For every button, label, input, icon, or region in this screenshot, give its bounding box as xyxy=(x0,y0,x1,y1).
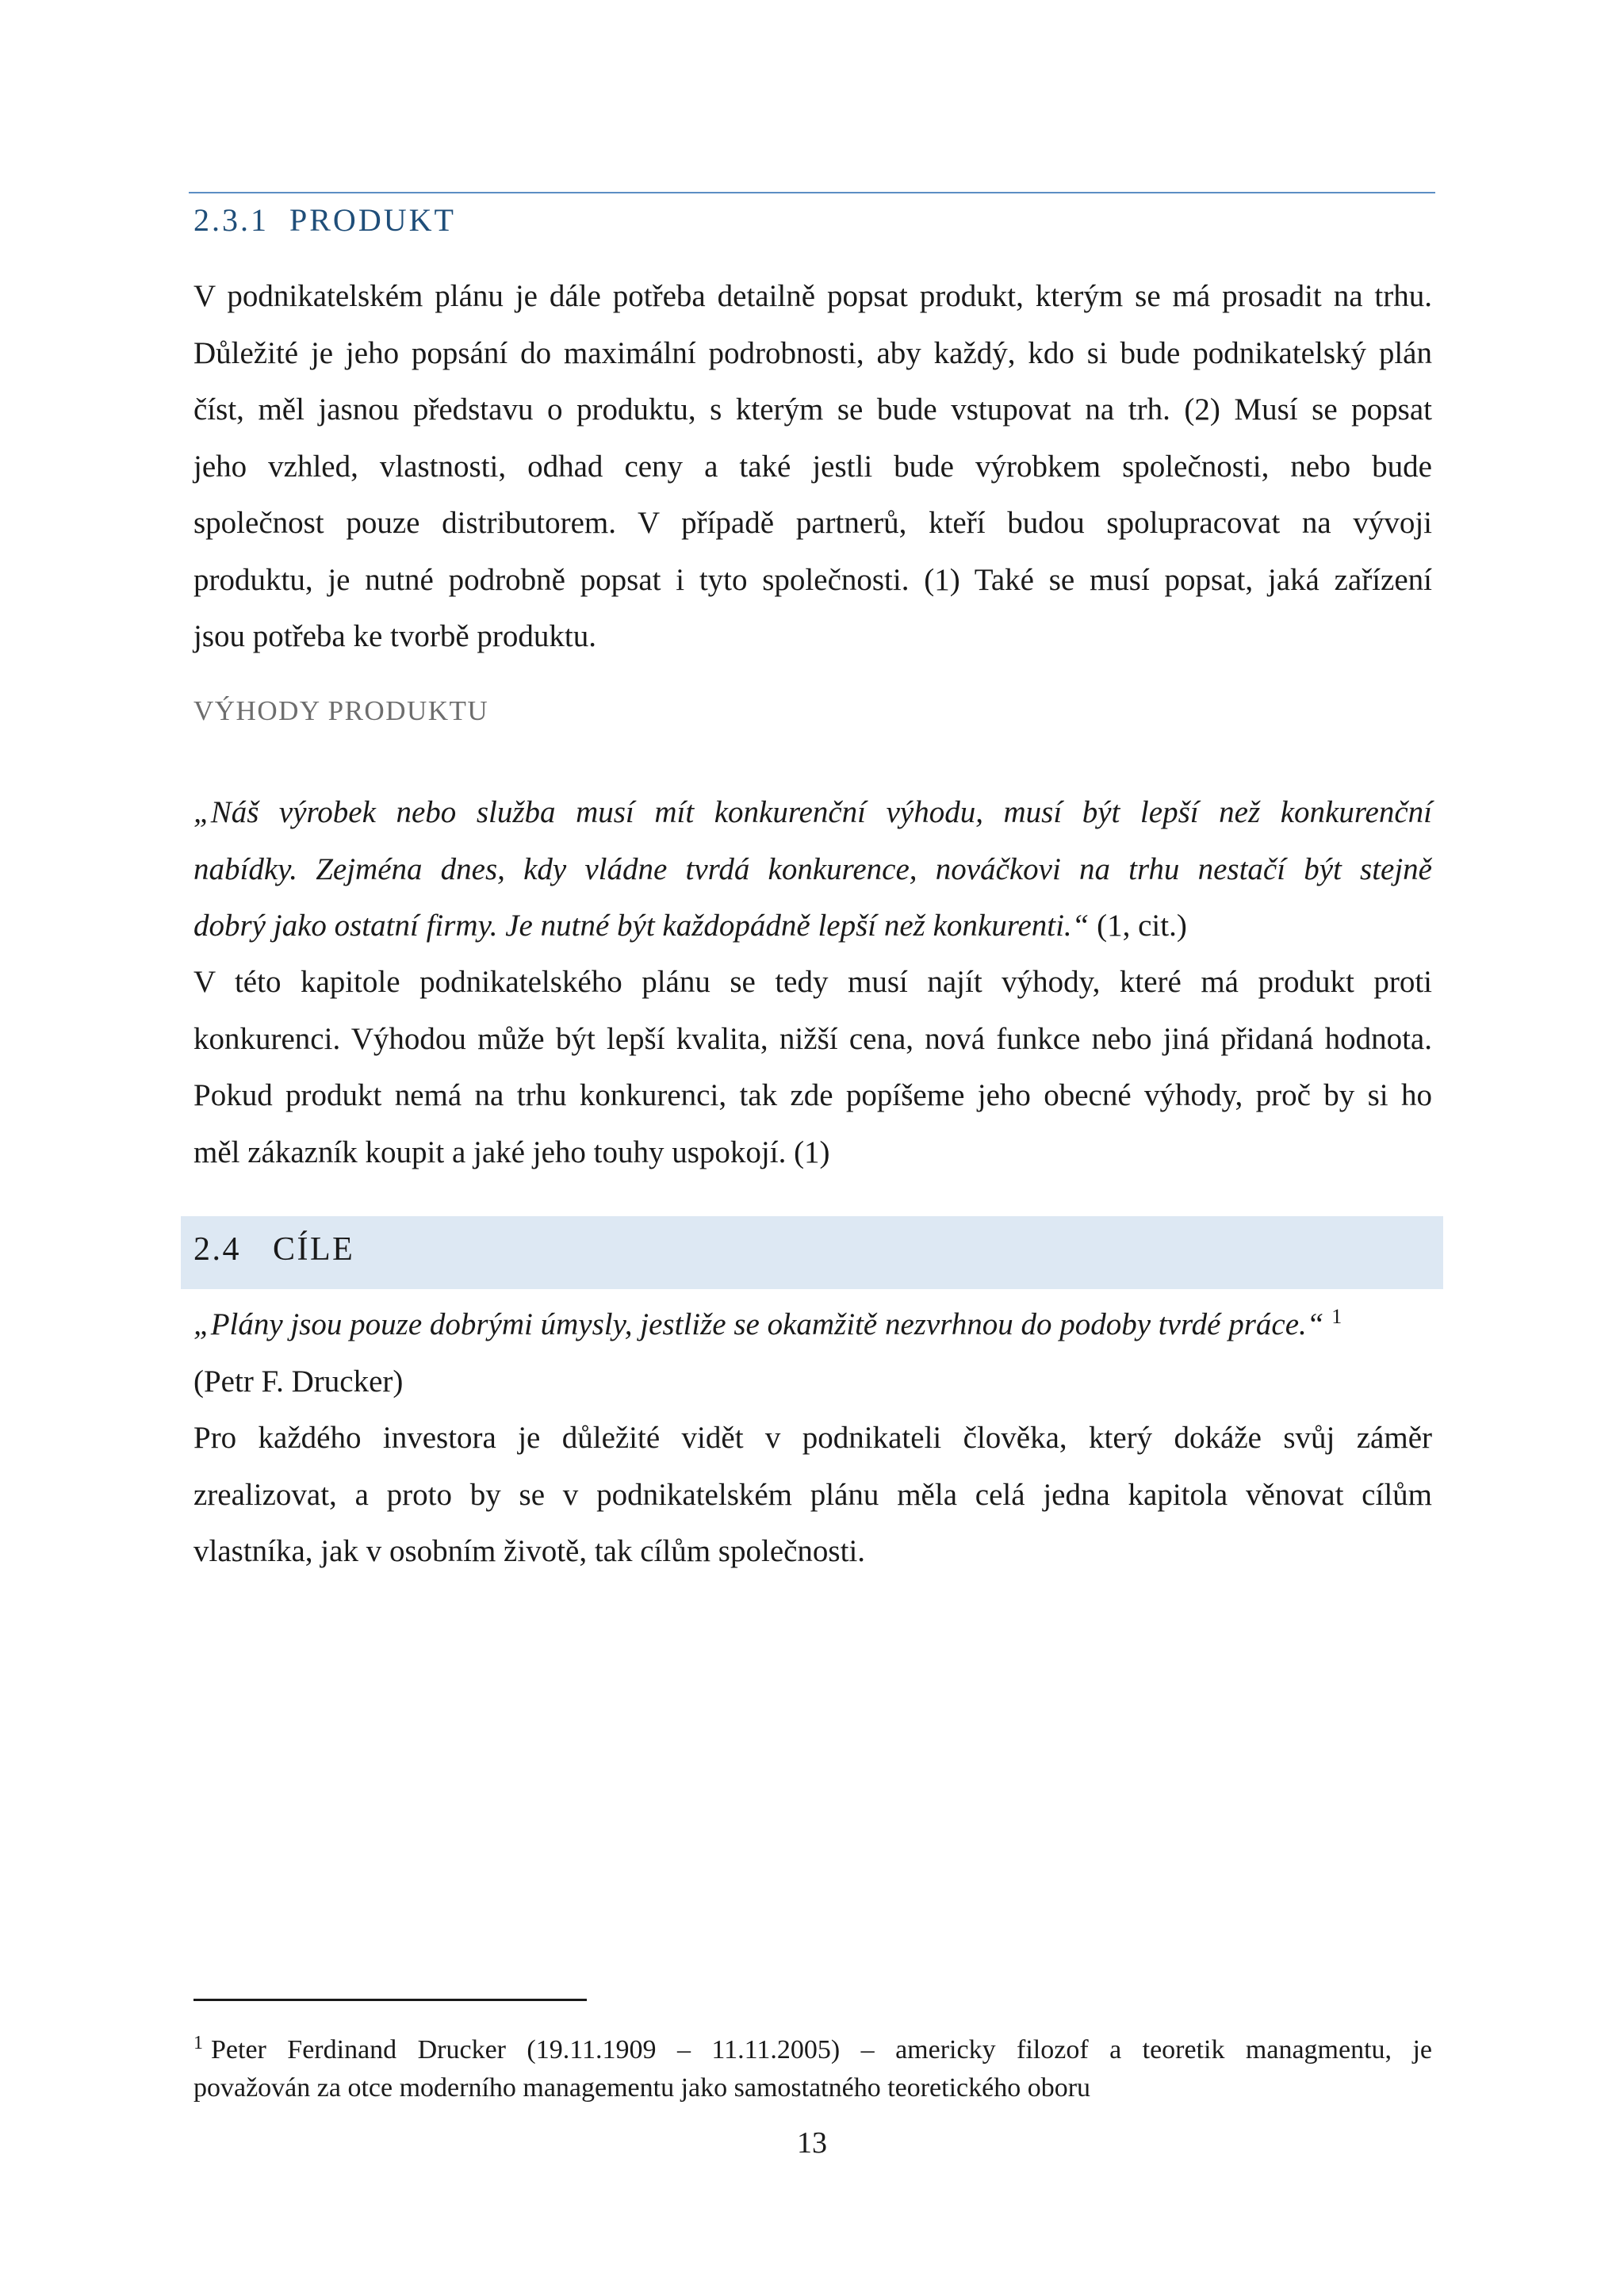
quote-line: „Náš výrobek nebo služba musí mít konkurenční výhodu, musí být lepší než konkurenční xyxy=(193,795,1432,829)
product-paragraph xyxy=(193,268,1432,665)
section-heading-2-4 xyxy=(193,1226,354,1273)
paragraph-line: Pokud produkt nemá na trhu konkurenci, tak zde popíšeme jeho obecné výhody, proč by si ho xyxy=(193,1078,1432,1112)
paragraph-line: produktu, je nutné podrobně popsat i tyto společnosti. (1) Také se musí popsat, jaká zařízení xyxy=(193,562,1432,597)
paragraph-line: jeho vzhled, vlastnosti, odhad ceny a také jestli bude výrobkem společnosti, nebo bude xyxy=(193,449,1432,484)
paragraph-line: V podnikatelském plánu je dále potřeba detailně popsat produkt, kterým se má prosadit na trhu. xyxy=(193,279,1432,313)
section-title: CÍLE xyxy=(273,1231,355,1268)
goals-paragraph xyxy=(193,1410,1432,1580)
paragraph-line: zrealizovat, a proto by se v podnikatelském plánu měla celá jedna kapitola věnovat cílům xyxy=(193,1477,1432,1512)
paragraph-line: V této kapitole podnikatelského plánu se tedy musí najít výhody, které má produkt proti xyxy=(193,965,1432,999)
section-heading-2-3-1 xyxy=(193,200,456,241)
footnote-separator xyxy=(193,1999,587,2001)
quote-text: dobrý jako ostatní firmy. Je nutné být každopádně lepší než konkurenti.“ xyxy=(193,909,1090,943)
quote-line: nabídky. Zejména dnes, kdy vládne tvrdá konkurence, nováčkovi na trhu nestačí být stejně xyxy=(193,851,1432,886)
paragraph-line: měl zákazník koupit a jaké jeho touhy uspokojí. (1) xyxy=(193,1135,830,1169)
section-top-rule xyxy=(189,192,1435,193)
footnote-line xyxy=(193,2031,1432,2069)
section-number: 2.3.1 xyxy=(193,202,269,238)
advantage-quote xyxy=(193,784,1432,955)
advantage-paragraph xyxy=(193,954,1432,1181)
quote-citation: (1, cit.) xyxy=(1089,909,1187,943)
motto-author: (Petr F. Drucker) xyxy=(193,1364,404,1399)
footnote xyxy=(193,2031,1432,2107)
section-title: PRODUKT xyxy=(289,202,456,238)
paragraph-line: Pro každého investora je důležité vidět v podnikateli člověka, který dokáže svůj záměr xyxy=(193,1421,1432,1455)
motto-line xyxy=(193,1296,1432,1353)
footnote-text: Peter Ferdinand Drucker (19.11.1909 – 11.11.2005) – americky filozof a teoretik managmentu, je xyxy=(211,2035,1432,2064)
motto-text: „Plány jsou pouze dobrými úmysly, jestliže se okamžitě nezvrhnou do podoby tvrdé práce.“ xyxy=(193,1307,1324,1341)
paragraph-line: Důležité je jeho popsání do maximální podrobnosti, aby každý, kdo si bude podnikatelský plán xyxy=(193,335,1432,370)
goals-motto xyxy=(193,1296,1432,1410)
paragraph-line: konkurenci. Výhodou může být lepší kvalita, nižší cena, nová funkce nebo jiná přidaná hodnota. xyxy=(193,1021,1432,1056)
footnote-line: považován za otce moderního managementu jako samostatného teoretického oboru xyxy=(193,2073,1091,2103)
page-number: 13 xyxy=(797,2126,827,2160)
paragraph-line: vlastníka, jak v osobním životě, tak cílům společnosti. xyxy=(193,1534,866,1568)
subsection-heading-vyhody: VÝHODY PRODUKTU xyxy=(193,695,489,726)
section-heading-band xyxy=(181,1216,1443,1289)
footnote-reference[interactable]: 1 xyxy=(1331,1305,1342,1328)
paragraph-line: číst, měl jasnou představu o produktu, s kterým se bude vstupovat na trh. (2) Musí se popsat xyxy=(193,392,1432,427)
paragraph-line: společnost pouze distributorem. V případě partnerů, kteří budou spolupracovat na vývoji xyxy=(193,506,1432,540)
quote-line xyxy=(193,897,1432,955)
footnote-mark: 1 xyxy=(193,2032,203,2053)
paragraph-line: jsou potřeba ke tvorbě produktu. xyxy=(193,619,596,653)
section-number: 2.4 xyxy=(193,1231,241,1268)
